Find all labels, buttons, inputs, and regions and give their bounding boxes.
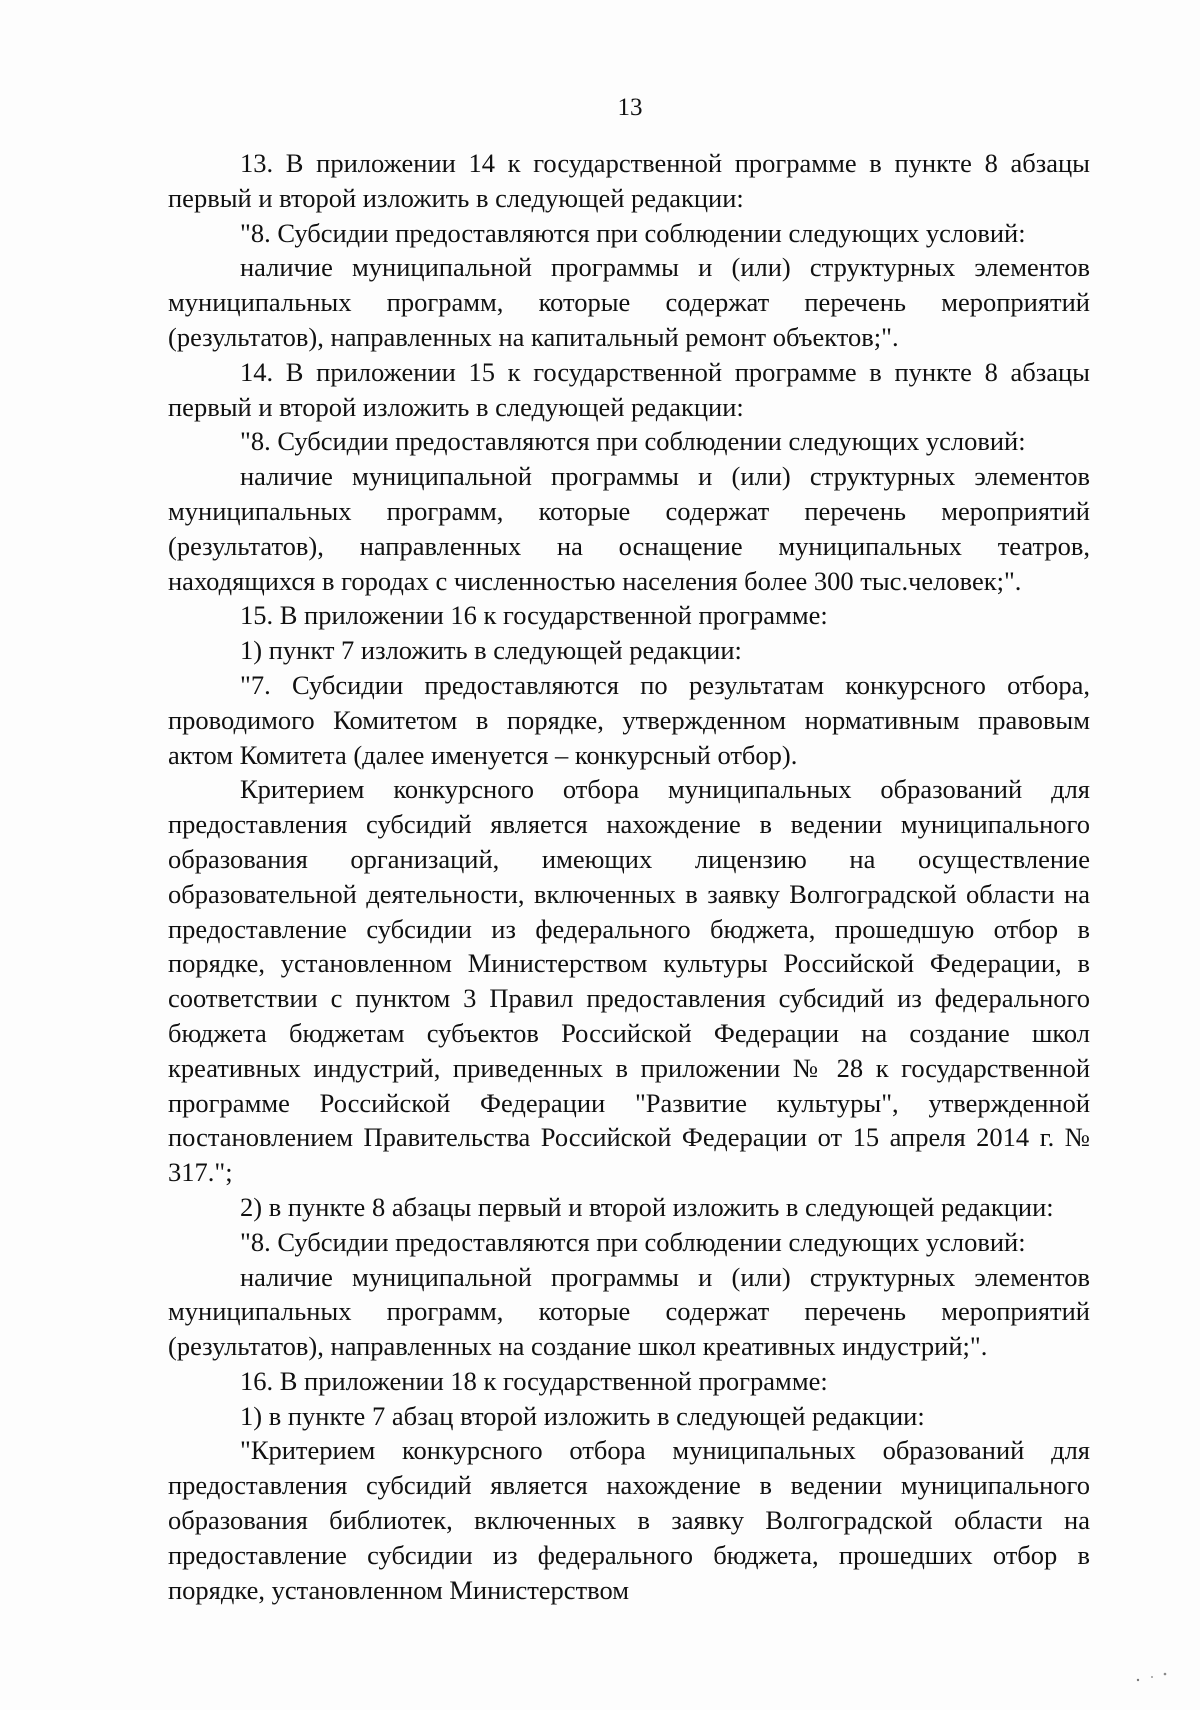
paragraph-subitem-1: 1) в пункте 7 абзац второй изложить в следующей редакции: [240,1400,925,1431]
paragraph-condition-creative-schools: наличие муниципальной программы и (или) структурных элементов муниципальных программ, которые содержат перечень мероприятий (результатов), направленных на создание школ креативных индустрий;". [168,1261,1090,1362]
paragraph-quote-point-7: "7. Субсидии предоставляются по результатам конкурсного отбора, проводимого Комитетом в порядке, утвержденном нормативным правовым актом Комитета (далее именуется – конкурсный отбор). [168,669,1090,770]
paragraph-quote-conditions: "8. Субсидии предоставляются при соблюдении следующих условий: [240,426,1026,457]
paragraph-library-criterion: "Критерием конкурсного отбора муниципальных образований для предоставления субсидий является нахождение в ведении муниципального образования библиотек, включенных в заявку Волгоградской области на предоставление субсидии из федерального бюджета, прошедших отбор в порядке, установленном Министерством [168,1435,1090,1605]
paragraph-item-15-heading: 15. В приложении 16 к государственной программе: [240,600,828,631]
paragraph-item-13-heading: 13. В приложении 14 к государственной программе в пункте 8 абзацы первый и второй изложить в следующей редакции: [168,148,1090,213]
paragraph-condition-capital-repair: наличие муниципальной программы и (или) структурных элементов муниципальных программ, которые содержат перечень мероприятий (результатов), направленных на капитальный ремонт объектов;". [168,252,1090,352]
paragraph-subitem-2: 2) в пункте 8 абзацы первый и второй изложить в следующей редакции: [240,1191,1054,1222]
paragraph-selection-criterion: Критерием конкурсного отбора муниципальных образований для предоставления субсидий является нахождение в ведении муниципального образования организаций, имеющих лицензию на осуществление образовательной деятельности, включенных в заявку Волгоградской области на предоставление субсидии из федерального бюджета, прошедшую отбор в порядке, установленном Министерством культуры Российской Федерации, в соответствии с пунктом 3 Правил предоставления субсидий из федерального бюджета бюджетам субъектов Российской Федерации на создание школ креативных индустрий, приведенных в приложении № 28 к государственной программе Российской Федерации "Развитие культуры", утвержденной постановлением Правительства Российской Федерации от 15 апреля 2014 г. № 317."; [168,774,1090,1188]
paragraph-subitem-1: 1) пункт 7 изложить в следующей редакции: [240,635,742,666]
document-body [168,146,1090,1607]
paragraph-quote-conditions: "8. Субсидии предоставляются при соблюдении следующих условий: [240,1226,1026,1257]
paragraph-item-14-heading: 14. В приложении 15 к государственной программе в пункте 8 абзацы первый и второй изложить в следующей редакции: [168,356,1090,422]
paragraph-condition-theatres: наличие муниципальной программы и (или) структурных элементов муниципальных программ, которые содержат перечень мероприятий (результатов), направленных на оснащение муниципальных театров, находящихся в городах с численностью населения более 300 тыс.человек;". [168,461,1090,596]
paragraph-item-16-heading: 16. В приложении 18 к государственной программе: [240,1365,828,1396]
paragraph-quote-conditions: "8. Субсидии предоставляются при соблюдении следующих условий: [240,217,1026,248]
scan-artifact-icon [1132,1668,1172,1686]
page-number: 13 [617,94,643,121]
